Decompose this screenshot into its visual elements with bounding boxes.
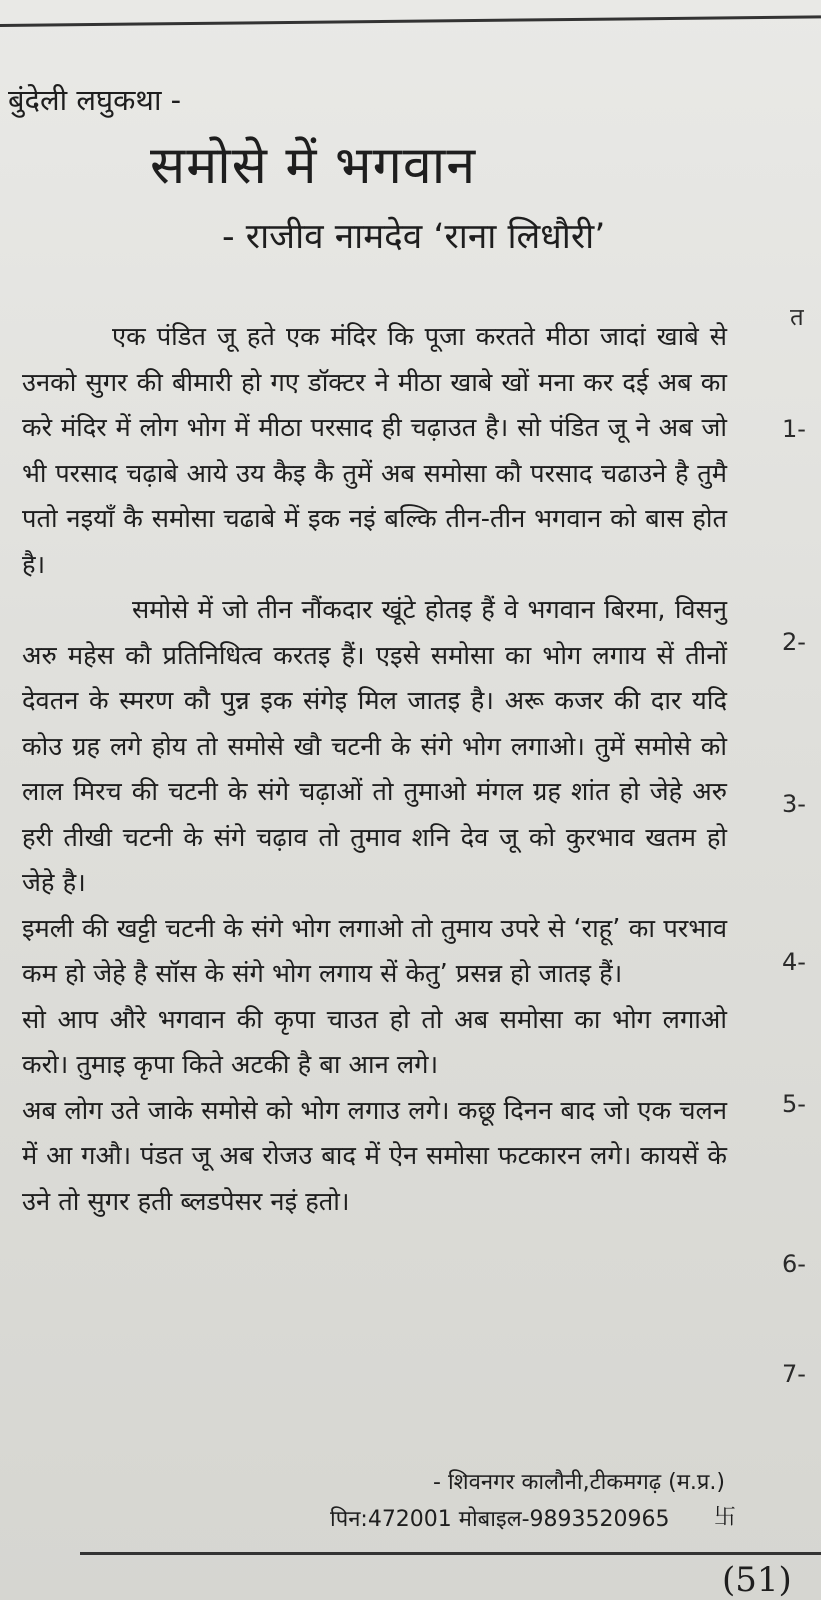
story-title: समोसे में भगवान	[150, 136, 477, 196]
paragraph-4: सो आप औरे भगवान की कृपा चाउत हो तो अब समोसा का भोग लगाओ करो। तुमाइ कृपा किते अटकी है बा आन लगे।	[22, 1004, 727, 1080]
paragraph-1: एक पंडित जू हते एक मंदिर कि पूजा करतते मीठा जादां खाबे से उनको सुगर की बीमारी हो गए डॉक्टर ने मीठा खाबे खों मना कर दई अब का करे मंदिर में लोग भोग में मीठा परसाद ही चढ़ाउत है। सो पंडित जू ने अब जो भी परसाद चढ़ाबे आये उय कैइ कै तुमें अब समोसा कौ परसाद चढाउने है तुमै पतो नइयाँ कै समोसा चढाबे में इक नइं बल्कि तीन-तीन भगवान को बास होत है।	[22, 322, 727, 580]
margin-marker-5: 5-	[782, 1090, 806, 1118]
paragraph-2: समोसे में जो तीन नौंकदार खूंटे होतइ हैं वे भगवान बिरमा, विसनु अरु महेस कौ प्रतिनिधित्व करतइ हैं। एइसे समोसा का भोग लगाय सें तीनों देवतन के स्मरण कौ पुन्न इक संगेइ मिल जातइ है। अरू कजर की दार यदि कोउ ग्रह लगे होय तो समोसे खौ चटनी के संगे भोग लगाओ। तुमें समोसे को लाल मिरच की चटनी के संगे चढ़ाओं तो तुमाओ मंगल ग्रह शांत हो जेहे अरु हरी तीखी चटनी के संगे चढ़ाव तो तुमाव शनि देव जू को कुरभाव खतम हो जेहे है।	[22, 595, 727, 898]
story-body	[22, 315, 727, 1225]
margin-marker-2: 2-	[782, 628, 806, 656]
paragraph-5: अब लोग उते जाके समोसे को भोग लगाउ लगे। कछू दिनन बाद जो एक चलन में आ गऔ। पंडत जू अब रोजउ बाद में ऐन समोसा फटकारन लगे। कायसें के उने तो सुगर हती ब्लडपेसर नइं हतो।	[22, 1095, 727, 1217]
margin-marker-6: 6-	[782, 1250, 806, 1278]
paragraph-3: इमली की खट्टी चटनी के संगे भोग लगाओ तो तुमाय उपरे से ‘राहू’ का परभाव कम हो जेहे है सॉस के संगे भोग लगाय सें केतु’ प्रसन्न हो जातइ हैं।	[22, 913, 727, 989]
author-address: - शिवनगर कालौनी,टीकमगढ़ (म.प्र.)	[433, 1470, 725, 1495]
pin-and-phone: पिन:472001 मोबाइल-9893520965	[330, 1507, 670, 1532]
author-byline: - राजीव नामदेव ‘राना लिधौरी’	[222, 217, 606, 257]
series-label: बुंदेली लघुकथा -	[8, 83, 182, 117]
page-number: (51)	[722, 1560, 792, 1600]
top-rule-line	[0, 15, 821, 27]
bottom-rule-line	[80, 1552, 821, 1555]
margin-marker-4: 4-	[782, 948, 806, 976]
margin-top-fragment: त	[790, 303, 804, 331]
margin-marker-7: 7-	[782, 1360, 806, 1388]
swastika-symbol: 卐	[714, 1505, 737, 1530]
margin-marker-3: 3-	[782, 790, 806, 818]
margin-marker-1: 1-	[782, 415, 806, 443]
